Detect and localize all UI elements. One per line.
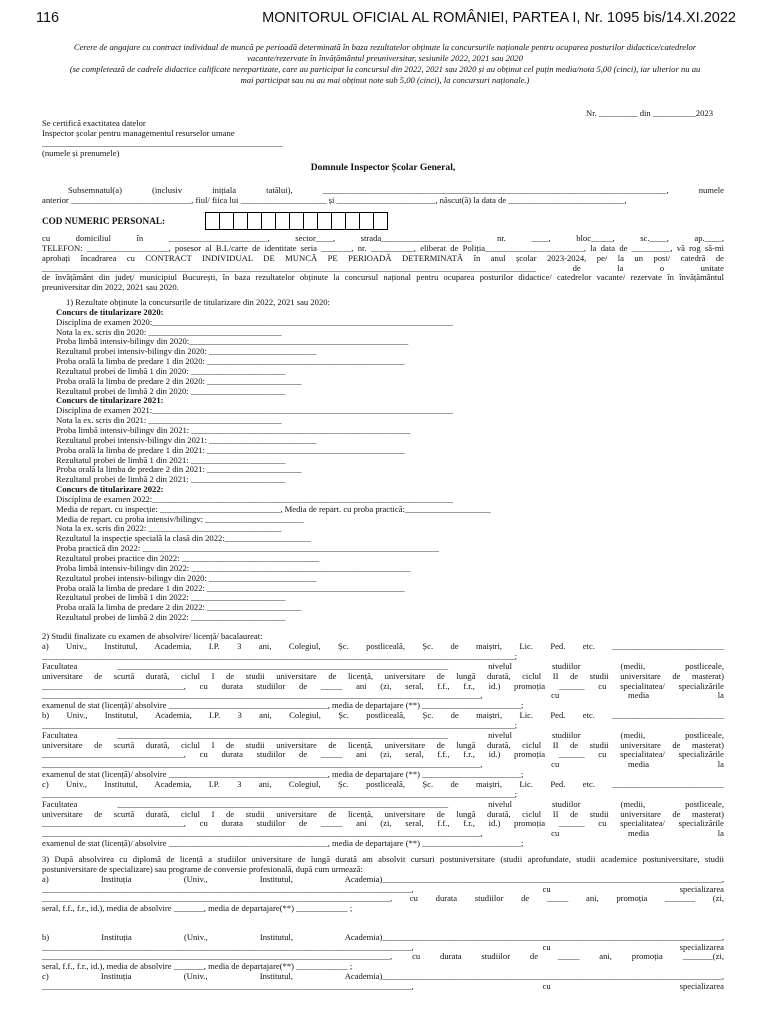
page-number: 116 bbox=[36, 10, 60, 26]
gazette-title: MONITORUL OFICIAL AL ROMÂNIEI, PARTEA I, Nr. 1095 bis/14.XI.2022 bbox=[262, 10, 736, 26]
form-line: Concurs de titularizare 2020: bbox=[56, 307, 164, 317]
form-line: Rezultatul la inspecție specială la clasă din 2022:____________________ bbox=[56, 533, 311, 543]
form-line: c) Instituția (Univ., Institutul, Academia)_______________________________________________________________________________, bbox=[42, 971, 724, 981]
form-line: de învățământ din județ/ municipiul București, în baza rezultatelor obținute la concursul național pentru ocuparea posturilor didactice/ catedrelor vacante/ rezervate în învățământul bbox=[42, 272, 724, 282]
form-line: Nota la ex. scris din 2022: _______________________________ bbox=[56, 523, 282, 533]
form-line: ______________________________________________________________________________________________________, cu media la bbox=[42, 828, 724, 838]
form-line: TELEFON: ___________________, posesor al B.I./carte de identitate seria _______, nr. __________, eliberat de Poliția_______________________, la data de _________, vă rog să-mi bbox=[42, 243, 724, 253]
page-header bbox=[36, 10, 736, 30]
form-line: postuniversitare de specializare) sau programe de conversie profesională, după cum urmează: bbox=[42, 864, 363, 874]
intro-line: vacante/rezervate în învățământul preuniversitar, sesiunile 2022, 2021 sau 2020 bbox=[247, 53, 523, 63]
form-line: 2) Studii finalizate cu examen de absolvire/ licență/ bacalaureat: bbox=[42, 631, 263, 641]
form-line: Rezultatul probei de limbă 1 din 2020: ______________________ bbox=[56, 366, 286, 376]
cnp-digit-box[interactable] bbox=[233, 212, 248, 230]
form-line: Media de repart. cu inspecție: ____________________________, Media de repart. cu proba practică:____________________ bbox=[56, 504, 491, 514]
form-line: examenul de stat (licență)/ absolvire _____________________________________, media de departajare (**) _______________________; bbox=[42, 769, 524, 779]
form-line: Proba orală la limba de predare 2 din 2021: ______________________ bbox=[56, 464, 302, 474]
intro-line: Cerere de angajare cu contract individual de muncă pe perioadă determinată în baza rezultatelor obținute la concursurile naționale pentru ocuparea posturilor didactice/catedrelor bbox=[73, 42, 697, 52]
form-line: Se certifică exactitatea datelor bbox=[42, 118, 146, 128]
form-line: ______________________________________________________________________________________________________________; bbox=[42, 789, 518, 799]
form-line: Rezultatul probei de limbă 2 din 2022: ______________________ bbox=[56, 612, 286, 622]
form-line: Concurs de titularizare 2022: bbox=[56, 484, 164, 494]
form-line: _________________________________, cu durata studiilor de _____ ani (zi, seral, f.f., f.r., id.) promoția ______ cu specialitatea/ specializările bbox=[42, 818, 724, 828]
form-line: Facultatea _____________________________________________________________________________ nivelul studiilor (medii, postliceale, bbox=[42, 799, 724, 809]
form-line: Proba limbă intensiv-bilingv din 2020:___________________________________________________ bbox=[56, 336, 409, 346]
form-line: ________________________________________________________ bbox=[42, 138, 283, 148]
intro-line: mai participat sau nu au mai obținut note sub 5,00 (cinci), la concursuri naționale.) bbox=[240, 75, 530, 85]
form-line: Concurs de titularizare 2021: bbox=[56, 395, 164, 405]
form-line: b) Instituția (Univ., Institutul, Academia)_______________________________________________________________________________, bbox=[42, 932, 724, 942]
form-line: _________________________________________________________________________________, cu durata studiilor de _____ ani, promoția _______(zi, bbox=[42, 951, 724, 961]
form-line: Proba orală la limba de predare 2 din 2022: ______________________ bbox=[56, 602, 302, 612]
form-line: Rezultatul probei intensiv-bilingv din 2021: _________________________ bbox=[56, 435, 317, 445]
form-line: aprobați încadrarea cu CONTRACT INDIVIDUAL DE MUNCĂ PE PERIOADĂ DETERMINATĂ în anul școlar 2023-2024, pe/ la un post/ catedră de bbox=[42, 253, 724, 263]
form-line: ___________________________________________________________________________________________________________________ de la o unitate bbox=[42, 263, 724, 273]
form-line: Facultatea _____________________________________________________________________________ nivelul studiilor (medii, postliceale, bbox=[42, 730, 724, 740]
form-line: b) Univ., Institutul, Academia, I.P. 3 ani, Colegiul, Șc. postliceală, Șc. de maiștri, Lic. Ped. etc. __________________________ bbox=[42, 710, 724, 720]
form-line: Disciplina de examen 2021:______________________________________________________________________ bbox=[56, 405, 453, 415]
form-line: Proba orală la limba de predare 1 din 2020: ______________________________________________ bbox=[56, 356, 405, 366]
form-line: Disciplina de examen 2020:______________________________________________________________________ bbox=[56, 317, 453, 327]
form-line: Rezultatul probei de limbă 1 din 2021: ______________________ bbox=[56, 455, 286, 465]
form-intro bbox=[60, 42, 710, 86]
cnp-digit-box[interactable] bbox=[303, 212, 318, 230]
cnp-digit-box[interactable] bbox=[275, 212, 290, 230]
form-line: _________________________________________________________________________________, cu durata studiilor de _____ ani, promoția _______ (zi, bbox=[42, 893, 724, 903]
cnp-digit-box[interactable] bbox=[219, 212, 234, 230]
form-line: ______________________________________________________________________________________________________________; bbox=[42, 651, 518, 661]
cnp-digit-box[interactable] bbox=[317, 212, 332, 230]
form-line: ______________________________________________________________________________________________________, cu media la bbox=[42, 690, 724, 700]
form-line: Nr. _________ din __________2023 bbox=[586, 108, 713, 118]
cnp-digit-box[interactable] bbox=[261, 212, 276, 230]
form-line: c) Univ., Institutul, Academia, I.P. 3 ani, Colegiul, Șc. postliceală, Șc. de maiștri, Lic. Ped. etc. __________________________ bbox=[42, 779, 724, 789]
intro-line: (se completează de cadrele didactice calificate nerepartizate, care au participat la concursul din 2022, 2021 sau 2020 și au obținut cel puțin media/nota 5,00 (cinci), iar ulterior nu au bbox=[69, 64, 701, 74]
form-line: universitare de scurtă durată, ciclul I de studii universitare de licență, universitare de lungă durată, ciclul II de studii universitare de masterat) bbox=[42, 671, 724, 681]
cnp-digit-box[interactable] bbox=[359, 212, 374, 230]
form-line: examenul de stat (licență)/ absolvire _____________________________________, media de departajare (**) _______________________; bbox=[42, 838, 524, 848]
form-line: Rezultatul probei practice din 2022: ________________________________ bbox=[56, 553, 320, 563]
form-line: _________________________________, cu durata studiilor de _____ ani (zi, seral, f.f., f.r., id.) promoția ______ cu specialitatea/ specializările bbox=[42, 681, 724, 691]
cnp-digit-box[interactable] bbox=[331, 212, 346, 230]
form-line: ______________________________________________________________________________________________________________; bbox=[42, 720, 518, 730]
form-line: ______________________________________________________________________________________________________, cu media la bbox=[42, 759, 724, 769]
cnp-digit-box[interactable] bbox=[345, 212, 360, 230]
cnp-boxes bbox=[206, 212, 388, 230]
form-line: _________________________________, cu durata studiilor de _____ ani (zi, seral, f.f., f.r., id.) promoția ______ cu specialitatea/ specializările bbox=[42, 749, 724, 759]
form-line: Facultatea _____________________________________________________________________________ nivelul studiilor (medii, postliceale, bbox=[42, 661, 724, 671]
form-line: universitare de scurtă durată, ciclul I de studii universitare de licență, universitare de lungă durată, ciclul II de studii universitare de masterat) bbox=[42, 809, 724, 819]
form-line: Nota la ex. scris din 2020: _______________________________ bbox=[56, 327, 282, 337]
form-line: ______________________________________________________________________________________, cu specializarea bbox=[42, 884, 724, 894]
form-line: universitare de scurtă durată, ciclul I de studii universitare de licență, universitare de lungă durată, ciclul II de studii universitare de masterat) bbox=[42, 740, 724, 750]
form-line: Rezultatul probei de limbă 2 din 2021: ______________________ bbox=[56, 474, 286, 484]
cnp-digit-box[interactable] bbox=[373, 212, 388, 230]
form-line: (numele și prenumele) bbox=[42, 148, 120, 158]
form-line: Media de repart. cu proba intensiv/bilingv: _______________________ bbox=[56, 514, 304, 524]
cnp-digit-box[interactable] bbox=[205, 212, 220, 230]
form-line: Rezultatul probei intensiv-bilingv din 2020: _________________________ bbox=[56, 573, 317, 583]
cnp-digit-box[interactable] bbox=[247, 212, 262, 230]
form-line: Disciplina de examen 2022:______________________________________________________________________ bbox=[56, 494, 453, 504]
form-line: Proba practică din 2022: _____________________________________________________________________ bbox=[56, 543, 439, 553]
form-line: Proba orală la limba de predare 1 din 2021: ______________________________________________ bbox=[56, 445, 405, 455]
form-line: ______________________________________________________________________________________, cu specializarea bbox=[42, 981, 724, 991]
form-line: seral, f.f., f.r., id.), media de absolvire _______, media de departajare(**) ____________ ; bbox=[42, 903, 353, 913]
form-line: Subsemnatul(a) (inclusiv inițiala tatălui), ________________________________________________________________________________, numele bbox=[68, 185, 724, 195]
form-line: a) Univ., Institutul, Academia, I.P. 3 ani, Colegiul, Șc. postliceală, Șc. de maiștri, Lic. Ped. etc. __________________________ bbox=[42, 641, 724, 651]
form-line: seral, f.f., f.r., id.), media de absolvire _______, media de departajare(**) ____________ ; bbox=[42, 961, 353, 971]
form-line: examenul de stat (licență)/ absolvire _____________________________________, media de departajare (**) _______________________; bbox=[42, 700, 524, 710]
cnp-label: COD NUMERIC PERSONAL: bbox=[42, 216, 166, 226]
form-line: ______________________________________________________________________________________, cu specializarea bbox=[42, 942, 724, 952]
form-line: Inspector școlar pentru managementul resurselor umane bbox=[42, 128, 235, 138]
form-line: 3) După absolvirea cu diplomă de licență a studiilor universitare de lungă durată am absolvit cursuri postuniversitare (studii aprofundate, studii academice postuniversitare, studii bbox=[42, 854, 724, 864]
cnp-digit-box[interactable] bbox=[289, 212, 304, 230]
form-line: Rezultatul probei de limbă 1 din 2022: ______________________ bbox=[56, 592, 286, 602]
form-line: anterior ____________________________, fiul/ fiica lui ____________________ și _______________________, născut(ă) la data de ___________________________, bbox=[42, 195, 627, 205]
form-line: Rezultatul probei intensiv-bilingv din 2020: _________________________ bbox=[56, 346, 317, 356]
form-line: preuniversitar din 2022, 2021 sau 2020. bbox=[42, 282, 179, 292]
form-line: Proba limbă intensiv-bilingv din 2022: ___________________________________________________ bbox=[56, 563, 411, 573]
form-line: Proba orală la limba de predare 2 din 2020: ______________________ bbox=[56, 376, 302, 386]
form-line: Proba orală la limba de predare 1 din 2022: ______________________________________________ bbox=[56, 583, 405, 593]
form-line: Rezultatul probei de limbă 2 din 2020: ______________________ bbox=[56, 386, 286, 396]
form-line: Domnule Inspector Școlar General, bbox=[310, 163, 456, 173]
form-line: Proba limbă intensiv-bilingv din 2021: ___________________________________________________ bbox=[56, 425, 411, 435]
form-line: 1) Rezultate obținute la concursurile de titularizare din 2022, 2021 sau 2020: bbox=[66, 297, 330, 307]
form-line: a) Instituția (Univ., Institutul, Academia)_______________________________________________________________________________, bbox=[42, 874, 724, 884]
form-line: cu domiciliul în _______________________, sector____, strada_____________________ nr. ____, bloc_____, sc.____, ap.____, bbox=[42, 233, 724, 243]
form-line: Nota la ex. scris din 2021: _______________________________ bbox=[56, 415, 282, 425]
